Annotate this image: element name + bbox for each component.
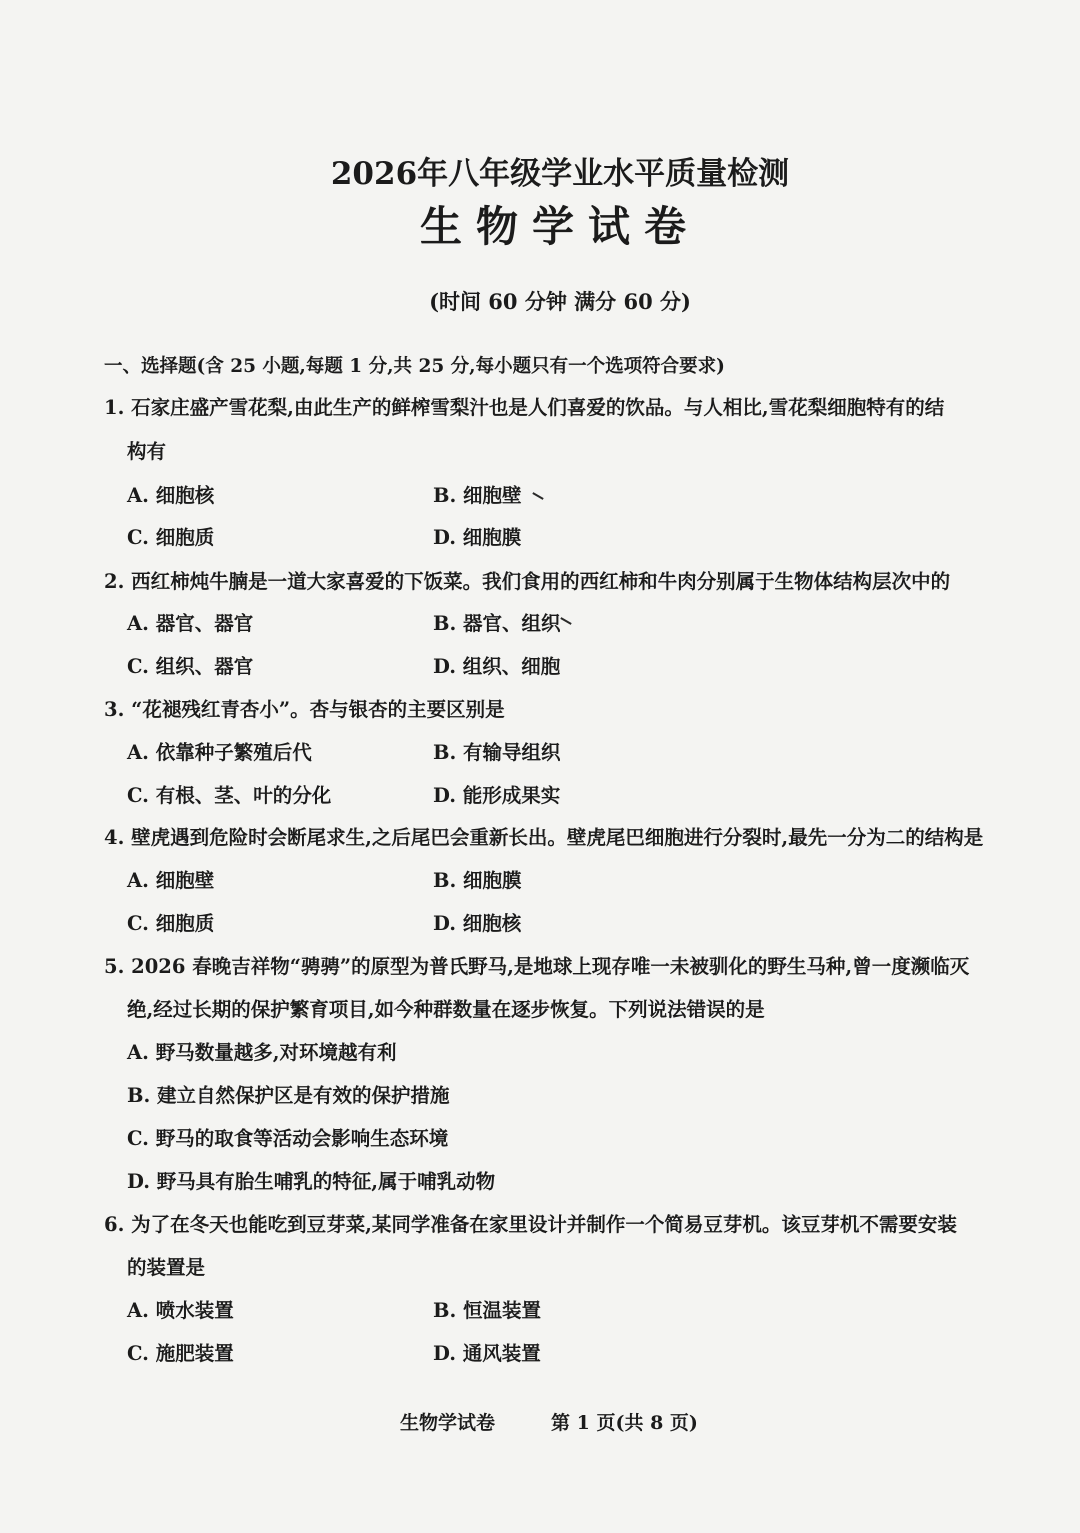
pen-mark (532, 492, 543, 500)
exam-title-line1: 2026年八年级学业水平质量检测 (330, 156, 790, 192)
question-2-option-d: D. 组织、细胞 (433, 655, 561, 678)
question-2-option-a: A. 器官、器官 (127, 612, 254, 635)
question-1-option-a: A. 细胞核 (127, 484, 215, 507)
question-3-option-b: B. 有输导组织 (433, 741, 561, 764)
exam-time-score: (时间 60 分钟 满分 60 分) (429, 289, 691, 314)
question-1-option-c: C. 细胞质 (127, 526, 215, 549)
question-4-stem: 4. 壁虎遇到危险时会断尾求生,之后尾巴会重新长出。壁虎尾巴细胞进行分裂时,最先一分为二的结构是 (104, 826, 984, 849)
question-2-option-b: B. 器官、组织 (433, 612, 561, 635)
footer-subject: 生物学试卷 (400, 1412, 496, 1434)
question-6-option-a: A. 喷水装置 (127, 1299, 234, 1322)
question-5-option-d: D. 野马具有胎生哺乳的特征,属于哺乳动物 (127, 1170, 496, 1193)
exam-title-line2: 生物学试卷 (419, 202, 700, 251)
question-2-option-c: C. 组织、器官 (127, 655, 254, 678)
pen-mark (560, 617, 571, 625)
question-3-option-c: C. 有根、茎、叶的分化 (127, 784, 332, 807)
question-1-option-b: B. 细胞壁 (433, 484, 522, 507)
question-6-option-c: C. 施肥装置 (127, 1342, 234, 1365)
question-6-stem-line1: 6. 为了在冬天也能吃到豆芽菜,某同学准备在家里设计并制作一个简易豆芽机。该豆芽机不需要安装 (104, 1213, 957, 1236)
question-4-option-a: A. 细胞壁 (127, 869, 215, 892)
question-6-option-b: B. 恒温装置 (433, 1299, 542, 1322)
footer-page-number: 第 1 页(共 8 页) (551, 1412, 698, 1434)
question-5-option-b: B. 建立自然保护区是有效的保护措施 (127, 1084, 450, 1107)
question-5-stem-line2: 绝,经过长期的保护繁育项目,如今种群数量在逐步恢复。下列说法错误的是 (127, 998, 765, 1021)
question-3-option-d: D. 能形成果实 (433, 784, 561, 807)
question-1-option-d: D. 细胞膜 (433, 526, 522, 549)
question-4-option-d: D. 细胞核 (433, 912, 522, 935)
question-5-option-c: C. 野马的取食等活动会影响生态环境 (127, 1127, 449, 1150)
question-5-stem-line1: 5. 2026 春晚吉祥物“骋骋”的原型为普氏野马,是地球上现存唯一未被驯化的野生马种,曾一度濒临灭 (104, 955, 970, 978)
question-3-stem: 3. “花褪残红青杏小”。杏与银杏的主要区别是 (104, 698, 505, 721)
question-6-option-d: D. 通风装置 (433, 1342, 541, 1365)
question-4-option-b: B. 细胞膜 (433, 869, 522, 892)
question-1-stem-line2: 构有 (127, 440, 167, 463)
question-5-option-a: A. 野马数量越多,对环境越有利 (127, 1041, 397, 1064)
page-footer (400, 1408, 698, 1435)
question-6-stem-line2: 的装置是 (127, 1256, 206, 1279)
question-2-stem: 2. 西红柿炖牛腩是一道大家喜爱的下饭菜。我们食用的西红柿和牛肉分别属于生物体结构层次中的 (104, 570, 951, 593)
question-1-stem-line1: 1. 石家庄盛产雪花梨,由此生产的鲜榨雪梨汁也是人们喜爱的饮品。与人相比,雪花梨细胞特有的结 (104, 396, 945, 419)
question-3-option-a: A. 依靠种子繁殖后代 (127, 741, 312, 764)
section-heading: 一、选择题(含 25 小题,每题 1 分,共 25 分,每小题只有一个选项符合要求) (104, 356, 725, 377)
question-4-option-c: C. 细胞质 (127, 912, 215, 935)
